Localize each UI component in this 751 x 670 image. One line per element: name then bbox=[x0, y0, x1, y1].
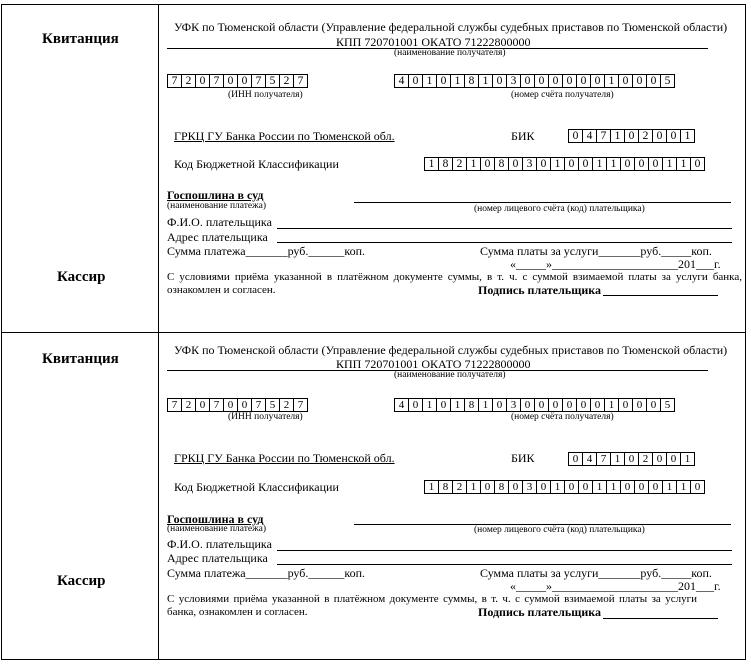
receipt-section-1 bbox=[2, 5, 745, 332]
digit-cell: 1 bbox=[451, 399, 465, 411]
digit-cell: 1 bbox=[551, 481, 565, 493]
digit-cell: 0 bbox=[633, 75, 647, 87]
digit-cell: 0 bbox=[691, 158, 705, 170]
kbk-cells bbox=[424, 480, 705, 494]
bank-name: ГРКЦ ГУ Банка России по Тюменской обл. bbox=[174, 129, 395, 143]
payer-account-caption: (номер лицевого счёта (код) плательщика) bbox=[474, 525, 645, 535]
digit-cell: 0 bbox=[569, 130, 583, 142]
digit-cell: 0 bbox=[509, 481, 523, 493]
payment-name-caption: (наименование платежа) bbox=[167, 524, 267, 534]
digit-cell: 0 bbox=[619, 75, 633, 87]
digit-cell: 0 bbox=[569, 453, 583, 465]
digit-cell: 1 bbox=[607, 158, 621, 170]
fio-line bbox=[277, 550, 732, 551]
digit-cell: 0 bbox=[647, 399, 661, 411]
digit-cell: 8 bbox=[495, 158, 509, 170]
digit-cell: 5 bbox=[661, 399, 675, 411]
digit-cell: 0 bbox=[579, 481, 593, 493]
digit-cell: 7 bbox=[210, 75, 224, 87]
payment-name: Госпошлина в суд bbox=[167, 188, 264, 202]
sum-label: Сумма платежа_______руб.______коп. bbox=[167, 566, 366, 580]
signature-line bbox=[603, 618, 718, 619]
inn-cells bbox=[167, 74, 308, 88]
digit-cell: 4 bbox=[395, 75, 409, 87]
digit-cell: 1 bbox=[467, 481, 481, 493]
account-cells bbox=[394, 398, 675, 412]
signature-label: Подпись плательщика bbox=[478, 605, 601, 619]
address-line bbox=[277, 564, 732, 565]
digit-cell: 0 bbox=[591, 399, 605, 411]
bik-label: БИК bbox=[511, 451, 535, 465]
digit-cell: 0 bbox=[635, 481, 649, 493]
digit-cell: 7 bbox=[252, 399, 266, 411]
payment-name: Госпошлина в суд bbox=[167, 512, 264, 526]
recipient-name-line2: КПП 720701001 ОКАТО 71222800000 bbox=[336, 357, 531, 371]
digit-cell: 7 bbox=[597, 130, 611, 142]
digit-cell: 0 bbox=[621, 481, 635, 493]
account-cells bbox=[394, 74, 675, 88]
digit-cell: 0 bbox=[196, 399, 210, 411]
sum-service-label: Сумма платы за услуги_______руб._____коп. bbox=[480, 566, 712, 580]
digit-cell: 0 bbox=[621, 158, 635, 170]
digit-cell: 0 bbox=[625, 130, 639, 142]
digit-cell: 2 bbox=[453, 158, 467, 170]
digit-cell: 0 bbox=[667, 453, 681, 465]
bik-label: БИК bbox=[511, 129, 535, 143]
digit-cell: 4 bbox=[583, 130, 597, 142]
digit-cell: 0 bbox=[481, 481, 495, 493]
digit-cell: 8 bbox=[465, 399, 479, 411]
digit-cell: 2 bbox=[182, 75, 196, 87]
fio-line bbox=[277, 228, 732, 229]
cashier-label: Кассир bbox=[57, 269, 106, 285]
digit-cell: 2 bbox=[639, 130, 653, 142]
digit-cell: 5 bbox=[266, 75, 280, 87]
digit-cell: 4 bbox=[583, 453, 597, 465]
kbk-label: Код Бюджетной Классификации bbox=[174, 480, 339, 494]
digit-cell: 1 bbox=[451, 75, 465, 87]
digit-cell: 8 bbox=[495, 481, 509, 493]
sum-service-label: Сумма платы за услуги_______руб._____коп. bbox=[480, 244, 712, 258]
digit-cell: 0 bbox=[577, 75, 591, 87]
digit-cell: 7 bbox=[294, 75, 308, 87]
digit-cell: 1 bbox=[479, 75, 493, 87]
digit-cell: 5 bbox=[661, 75, 675, 87]
payer-account-caption: (номер лицевого счёта (код) плательщика) bbox=[474, 204, 645, 214]
digit-cell: 3 bbox=[523, 481, 537, 493]
payer-account-line bbox=[354, 202, 731, 203]
digit-cell: 1 bbox=[423, 399, 437, 411]
digit-cell: 2 bbox=[639, 453, 653, 465]
digit-cell: 0 bbox=[238, 75, 252, 87]
digit-cell: 2 bbox=[182, 399, 196, 411]
digit-cell: 0 bbox=[649, 158, 663, 170]
digit-cell: 1 bbox=[611, 130, 625, 142]
digit-cell: 0 bbox=[509, 158, 523, 170]
digit-cell: 1 bbox=[663, 481, 677, 493]
digit-cell: 7 bbox=[597, 453, 611, 465]
digit-cell: 0 bbox=[635, 158, 649, 170]
digit-cell: 7 bbox=[168, 399, 182, 411]
digit-cell: 2 bbox=[453, 481, 467, 493]
digit-cell: 0 bbox=[493, 75, 507, 87]
digit-cell: 0 bbox=[521, 75, 535, 87]
bank-name: ГРКЦ ГУ Банка России по Тюменской обл. bbox=[174, 451, 395, 465]
payment-receipt-form bbox=[1, 4, 746, 660]
cashier-label: Кассир bbox=[57, 573, 106, 589]
digit-cell: 4 bbox=[395, 399, 409, 411]
date-line: «_____»_____________________201___г. bbox=[510, 257, 721, 271]
digit-cell: 0 bbox=[667, 130, 681, 142]
digit-cell: 0 bbox=[521, 399, 535, 411]
digit-cell: 1 bbox=[663, 158, 677, 170]
digit-cell: 0 bbox=[633, 399, 647, 411]
digit-cell: 3 bbox=[507, 75, 521, 87]
account-caption: (номер счёта получателя) bbox=[511, 90, 614, 100]
digit-cell: 1 bbox=[681, 130, 695, 142]
address-label: Адрес плательщика bbox=[167, 551, 268, 565]
digit-cell: 0 bbox=[493, 399, 507, 411]
digit-cell: 0 bbox=[625, 453, 639, 465]
digit-cell: 1 bbox=[677, 481, 691, 493]
digit-cell: 0 bbox=[409, 75, 423, 87]
digit-cell: 8 bbox=[439, 481, 453, 493]
digit-cell: 0 bbox=[647, 75, 661, 87]
digit-cell: 0 bbox=[577, 399, 591, 411]
digit-cell: 0 bbox=[565, 481, 579, 493]
digit-cell: 0 bbox=[565, 158, 579, 170]
digit-cell: 0 bbox=[691, 481, 705, 493]
recipient-caption: (наименование получателя) bbox=[394, 48, 506, 58]
digit-cell: 5 bbox=[266, 399, 280, 411]
digit-cell: 0 bbox=[481, 158, 495, 170]
digit-cell: 3 bbox=[507, 399, 521, 411]
digit-cell: 0 bbox=[563, 399, 577, 411]
inn-caption: (ИНН получателя) bbox=[228, 412, 303, 422]
consent-text: С условиями приёма указанной в платёжном документе суммы, в т. ч. с суммой взимаемой платы за услуги банка, ознакомлен и согласен. bbox=[167, 593, 697, 618]
digit-cell: 0 bbox=[591, 75, 605, 87]
kbk-label: Код Бюджетной Классификации bbox=[174, 157, 339, 171]
address-line bbox=[277, 242, 732, 243]
inn-cells bbox=[167, 398, 308, 412]
kbk-cells bbox=[424, 157, 705, 171]
digit-cell: 1 bbox=[423, 75, 437, 87]
fio-label: Ф.И.О. плательщика bbox=[167, 537, 272, 551]
consent-text: С условиями приёма указанной в платёжном документе суммы, в т. ч. с суммой взимаемой платы за услуги банка, ознакомлен и согласен. bbox=[167, 271, 742, 296]
inn-caption: (ИНН получателя) bbox=[228, 90, 303, 100]
digit-cell: 0 bbox=[437, 399, 451, 411]
digit-cell: 8 bbox=[465, 75, 479, 87]
digit-cell: 2 bbox=[280, 75, 294, 87]
digit-cell: 1 bbox=[681, 453, 695, 465]
digit-cell: 0 bbox=[549, 399, 563, 411]
digit-cell: 0 bbox=[196, 75, 210, 87]
digit-cell: 7 bbox=[168, 75, 182, 87]
digit-cell: 0 bbox=[653, 130, 667, 142]
digit-cell: 1 bbox=[607, 481, 621, 493]
fio-label: Ф.И.О. плательщика bbox=[167, 215, 272, 229]
digit-cell: 0 bbox=[563, 75, 577, 87]
digit-cell: 1 bbox=[593, 158, 607, 170]
digit-cell: 0 bbox=[535, 399, 549, 411]
digit-cell: 0 bbox=[238, 399, 252, 411]
recipient-name-line1: УФК по Тюменской области (Управление федеральной службы судебных приставов по Тюменской области) bbox=[174, 20, 728, 34]
digit-cell: 0 bbox=[224, 399, 238, 411]
signature-label: Подпись плательщика bbox=[478, 283, 601, 297]
digit-cell: 0 bbox=[537, 158, 551, 170]
digit-cell: 1 bbox=[677, 158, 691, 170]
digit-cell: 1 bbox=[467, 158, 481, 170]
digit-cell: 0 bbox=[224, 75, 238, 87]
receipt-section-2 bbox=[2, 333, 745, 660]
digit-cell: 0 bbox=[409, 399, 423, 411]
receipt-label: Квитанция bbox=[42, 351, 119, 367]
receipt-label: Квитанция bbox=[42, 31, 119, 47]
digit-cell: 0 bbox=[653, 453, 667, 465]
digit-cell: 0 bbox=[579, 158, 593, 170]
digit-cell: 1 bbox=[605, 75, 619, 87]
digit-cell: 0 bbox=[649, 481, 663, 493]
account-caption: (номер счёта получателя) bbox=[511, 412, 614, 422]
digit-cell: 0 bbox=[535, 75, 549, 87]
digit-cell: 1 bbox=[605, 399, 619, 411]
digit-cell: 7 bbox=[252, 75, 266, 87]
signature-line bbox=[603, 295, 718, 296]
recipient-name-line2: КПП 720701001 ОКАТО 71222800000 bbox=[336, 35, 531, 49]
recipient-name-line1: УФК по Тюменской области (Управление федеральной службы судебных приставов по Тюменской области) bbox=[174, 343, 728, 357]
recipient-caption: (наименование получателя) bbox=[394, 370, 506, 380]
digit-cell: 0 bbox=[619, 399, 633, 411]
digit-cell: 2 bbox=[280, 399, 294, 411]
bik-cells bbox=[568, 129, 695, 143]
sum-label: Сумма платежа_______руб.______коп. bbox=[167, 244, 366, 258]
digit-cell: 0 bbox=[437, 75, 451, 87]
digit-cell: 1 bbox=[611, 453, 625, 465]
digit-cell: 1 bbox=[425, 481, 439, 493]
digit-cell: 1 bbox=[593, 481, 607, 493]
payment-name-caption: (наименование платежа) bbox=[167, 201, 267, 211]
digit-cell: 1 bbox=[425, 158, 439, 170]
bik-cells bbox=[568, 452, 695, 466]
digit-cell: 1 bbox=[479, 399, 493, 411]
digit-cell: 3 bbox=[523, 158, 537, 170]
digit-cell: 7 bbox=[210, 399, 224, 411]
digit-cell: 1 bbox=[551, 158, 565, 170]
address-label: Адрес плательщика bbox=[167, 230, 268, 244]
digit-cell: 8 bbox=[439, 158, 453, 170]
date-line: «_____»_____________________201___г. bbox=[510, 579, 721, 593]
digit-cell: 0 bbox=[549, 75, 563, 87]
digit-cell: 0 bbox=[537, 481, 551, 493]
digit-cell: 7 bbox=[294, 399, 308, 411]
